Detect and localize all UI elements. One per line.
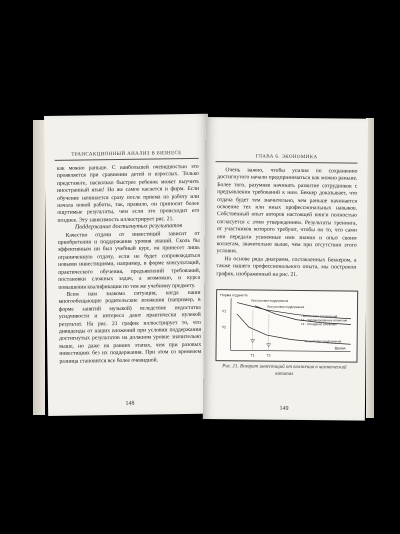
y-axis-label: Норма отдачи % — [220, 293, 248, 298]
left-page-edge — [33, 120, 45, 415]
series-label: При условии поддержания — [266, 304, 305, 310]
legend-entry: T2 - Опоздание вложения — [300, 322, 337, 327]
right-header-rule — [216, 161, 358, 163]
legend-entry: T1 - Запланированные вложения — [300, 318, 348, 323]
figure-21 — [215, 289, 358, 362]
y-tick-label: V1 — [221, 309, 227, 314]
left-running-header: ТРАНСАКЦИОННЫЙ АНАЛИЗ В БИЗНЕСЕ — [71, 151, 182, 158]
x-axis — [231, 350, 351, 351]
figure-caption: Рис. 21. Возврат инвестиций от вложения в человеческий капитал — [222, 364, 347, 377]
left-paragraph: Качество отдачи от инвестиций зависит от приобретения и поддержания уровня знаний. Сколь бы эффективным ни был учебный курс, он принесет лишь ограниченную отдачу, если не будет сопровождаться новыми инвестициями, например, в форме консультаций, практического обучения, предъявлений требований, постановки сложных задач, а возможно, и курса повышения квалификации по тем же учебному предмету. — [57, 230, 201, 291]
left-page-number: 148 — [125, 400, 135, 407]
left-page — [44, 114, 212, 416]
x-tick-label: T2 — [266, 353, 271, 358]
x-tick-label: T1 — [250, 353, 255, 358]
right-running-header: ГЛАВА 6. ЭКОНОМИКА — [255, 154, 318, 161]
right-paragraph: Очень важно, чтобы усилия по сохранению достигнутого начали предприниматься как можно раньше. Более того, разумнее начинать развитие сотрудников с предъявления требований к ним. Беккер доказывает, что отдача будет тем значительно, чем раньше начинается освоение тех или иных профессиональных навыков. Собственный опыт авторов настоящей книги полностью согласуется с этим утверждением. Результаты тренинга, от участников которого требуют, чтобы он то, что сами они передали усвоенные ими знания и опыт своим коллегам, значительно выше, чем при отсутствии этого условия. — [216, 167, 358, 255]
legend-entry: - Количество затраченной — [300, 314, 338, 319]
right-page-number: 149 — [279, 405, 289, 412]
right-page — [203, 117, 368, 421]
left-paragraph: как можно раньше. С наибольшей очевидностью это проявляется при сравнении детей и взрослых. Только представьте, насколько быстрее ребенок может выучить иностранный язык! Но же самое касается и фирм. Если обучение начинается сразу после приема на работу или начала новой работы, так, правило, он приносит более ощутимые результаты, чем если это происходит его позднее. Эту зависимость иллюстрирует рис. 21. — [56, 163, 200, 224]
right-body — [216, 167, 357, 280]
left-body — [57, 164, 202, 366]
right-paragraph: На основе ряда диаграмм, составленных Беккером, а также нашего профессионального опыта, мы построили график, изображенный на рис. 21. — [216, 256, 357, 278]
return-on-investment-chart — [216, 290, 357, 361]
left-subheading: Поддержание достигнутых результатов — [74, 223, 183, 231]
left-paragraph: Всем нам знакома ситуация, когда наши многообещающие родительские вложения (например, в форме занятий музыкой) вследствие недостатка усидчивости и интереса дают практически нулевой результат. На рис. 21 график иллюстрирует то, что дивиденды от наших вложений при условии поддержания достигнутых результатов на должном уровне значительно выше, но даже на ранних этапах, чем при разовых инвестициях без их поддержания. При этом со временем разница становится все более очевидной. — [58, 289, 202, 365]
x-axis-label: Время — [334, 346, 346, 351]
y-tick-label: V2 — [221, 325, 226, 330]
left-header-rule — [55, 158, 199, 161]
y-axis — [231, 298, 232, 350]
series-label: При условии поддержания — [251, 298, 289, 303]
series-label: Без условия поддержания — [304, 339, 342, 344]
